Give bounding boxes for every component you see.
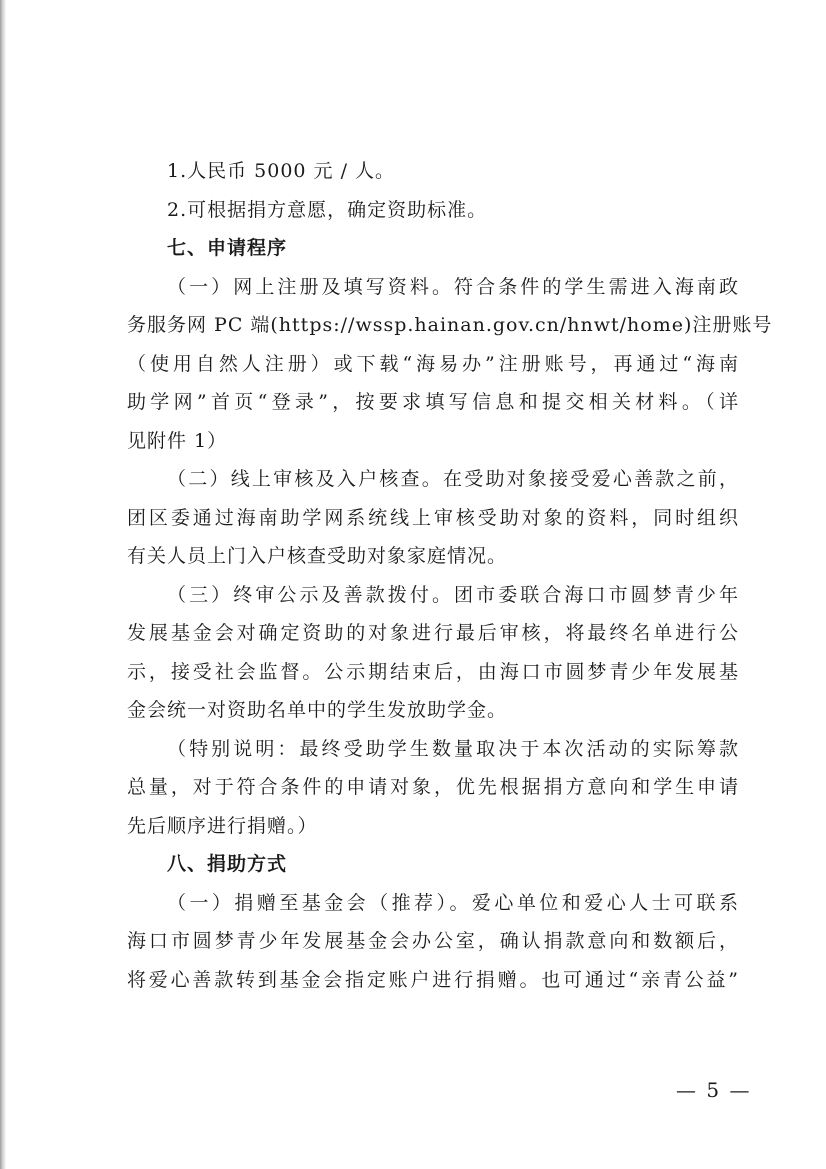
section-heading: 七、申请程序 [167, 237, 288, 259]
paragraph [127, 576, 739, 730]
text-line: （使用自然人注册）或下载“海易办”注册账号，再通过“海南 [127, 352, 739, 375]
text-line: （二）线上审核及入户核查。在受助对象接受爱心善款之前， [167, 468, 739, 490]
text-line: 海口市圆梦青少年发展基金会办公室，确认捐款意向和数额后， [127, 930, 739, 952]
section-heading: 八、捐助方式 [167, 853, 288, 875]
text-line: 金会统一对资助名单中的学生发放助学金。 [127, 699, 508, 721]
paragraph [127, 730, 739, 846]
text-line: （一）捐赠至基金会（推荐）。爱心单位和爱心人士可联系 [167, 891, 739, 914]
text-line: 团区委通过海南助学网系统线上审核受助对象的资料，同时组织 [127, 506, 739, 529]
text-line: 发展基金会对确定资助的对象进行最后审核，将最终名单进行公 [127, 622, 739, 644]
text-line: 总量，对于符合条件的申请对象，优先根据捐方意向和学生申请 [127, 776, 739, 798]
scan-page-edge [0, 0, 6, 1169]
list-item: 1.人民币 5000 元 / 人。 [167, 160, 396, 182]
list-item: 2.可根据捐方意愿，确定资助标准。 [167, 198, 488, 221]
text-line: 有关人员上门入户核查受助对象家庭情况。 [127, 545, 508, 567]
text-line: 先后顺序进行捐赠。） [127, 814, 318, 837]
text-line: 务服务网 PC 端(https://wssp.hainan.gov.cn/hnwt/home)注册账号 [127, 314, 773, 336]
text-line: （三）终审公示及善款拨付。团市委联合海口市圆梦青少年 [167, 583, 739, 606]
text-line: 将爱心善款转到基金会指定账户进行捐赠。也可通过“亲青公益” [127, 968, 739, 991]
text-line: 见附件 1） [127, 429, 228, 452]
text-line: （特别说明：最终受助学生数量取决于本次活动的实际筹款 [167, 737, 739, 760]
paragraph [127, 460, 739, 576]
paragraph [127, 268, 773, 461]
paragraph [127, 884, 739, 1000]
text-line: （一）网上注册及填写资料。符合条件的学生需进入海南政 [167, 275, 739, 298]
page-number: — 5 — [676, 1078, 752, 1102]
document-body [127, 152, 773, 999]
text-line: 示，接受社会监督。公示期结束后，由海口市圆梦青少年发展基 [127, 660, 739, 683]
text-line: 助学网”首页“登录”，按要求填写信息和提交相关材料。（详 [127, 391, 739, 413]
